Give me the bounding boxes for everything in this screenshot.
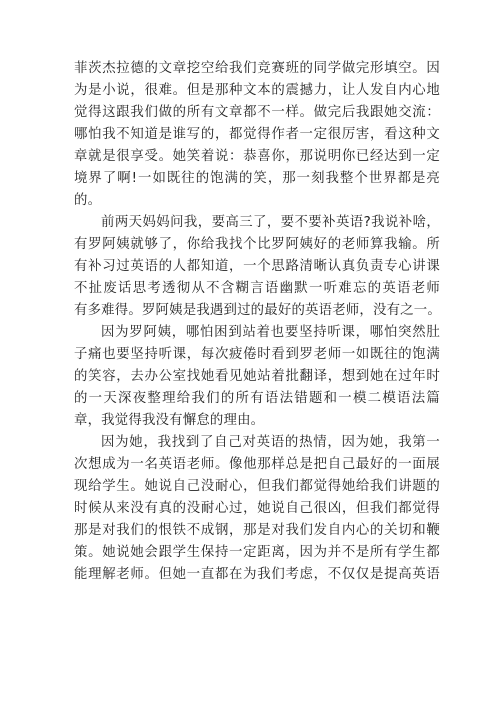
text-line: 因为罗阿姨，哪怕困到站着也要坚持听课，哪怕突然肚 — [101, 325, 440, 340]
text-line: 为是小说，很难。但是那种文本的震撼力，让人发自内心地 — [74, 83, 440, 98]
text-line: 因为她，我找到了自己对英语的热情，因为她，我第一 — [101, 435, 440, 450]
paragraph-3 — [74, 322, 440, 432]
text-line: 次想成为一名英语老师。像他那样总是把自己最好的一面展 — [74, 457, 440, 472]
text-line: 时候从来没有真的没耐心过，她说自己很凶，但我们都觉得 — [74, 501, 440, 516]
text-line: 不扯废话思考透彻从不含糊言语幽默一听难忘的英语老师 — [74, 281, 440, 296]
text-line: 策。她说她会跟学生保持一定距离，因为并不是所有学生都 — [74, 545, 440, 560]
text-line: 有罗阿姨就够了，你给我找个比罗阿姨好的老师算我输。所 — [74, 237, 440, 252]
text-line: 子痛也要坚持听课，每次疲倦时看到罗老师一如既往的饱满 — [74, 347, 440, 362]
text-line: 菲茨杰拉德的文章挖空给我们竞赛班的同学做完形填空。因 — [74, 61, 440, 76]
text-line: 的。 — [74, 193, 102, 208]
text-line: 章就是很享受。她笑着说：恭喜你，那说明你已经达到一定 — [74, 149, 440, 164]
text-line: 有多难得。罗阿姨是我遇到过的最好的英语老师，没有之一。 — [74, 303, 441, 318]
paragraph-2 — [74, 212, 440, 322]
text-line: 境界了啊!一如既往的饱满的笑，那一刻我整个世界都是亮 — [74, 171, 440, 186]
text-line: 觉得这跟我们做的所有文章都不一样。做完后我跟她交流： — [74, 105, 440, 120]
text-line: 哪怕我不知道是谁写的，都觉得作者一定很厉害，看这种文 — [74, 127, 440, 142]
paragraph-1 — [74, 58, 440, 212]
text-line: 的一天深夜整理给我们的所有语法错题和一模二模语法篇 — [74, 391, 440, 406]
text-line: 能理解老师。但她一直都在为我们考虑，不仅仅是提高英语 — [74, 567, 440, 582]
text-line: 前两天妈妈问我，要高三了，要不要补英语?我说补啥， — [101, 215, 440, 230]
text-line: 有补习过英语的人都知道，一个思路清晰认真负责专心讲课 — [74, 259, 440, 274]
paragraph-4 — [74, 432, 440, 586]
text-line: 章，我觉得我没有懈怠的理由。 — [74, 413, 265, 428]
text-line: 现给学生。她说自己没耐心，但我们都觉得她给我们讲题的 — [74, 479, 440, 494]
document-body — [74, 58, 440, 586]
text-line: 的笑容，去办公室找她看见她站着批翻译，想到她在过年时 — [74, 369, 440, 384]
text-line: 那是对我们的恨铁不成钢，那是对我们发自内心的关切和鞭 — [74, 523, 440, 538]
